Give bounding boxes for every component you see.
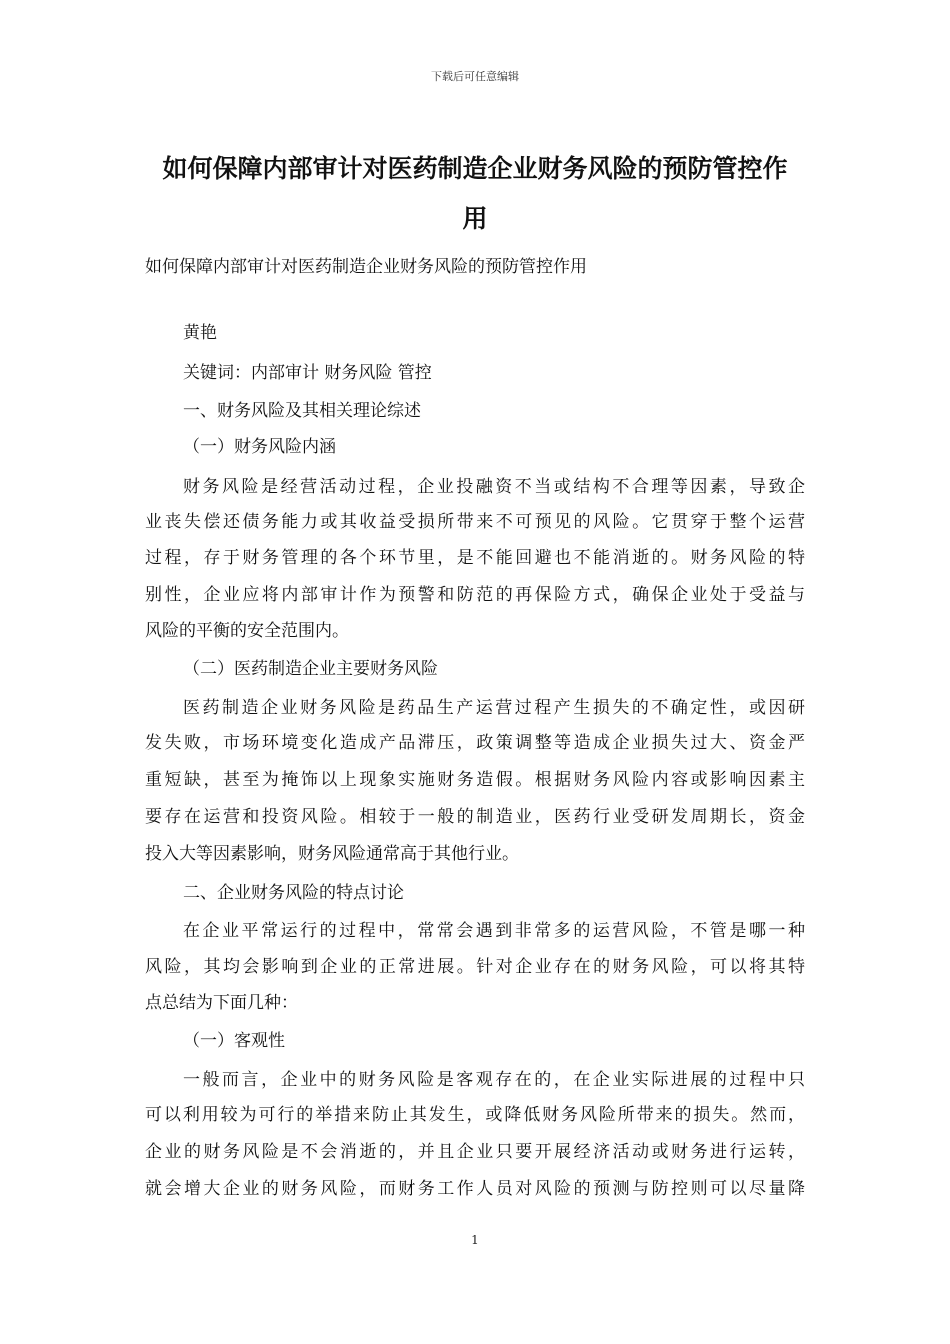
paragraph-line: 点总结为下面几种： xyxy=(145,993,298,1013)
page-number: 1 xyxy=(471,1233,479,1247)
paragraph-line: 业丧失偿还债务能力或其收益受损所带来不可预见的风险。它贯穿于整个运营 xyxy=(145,512,805,532)
keywords-line: 关键词：内部审计 财务风险 管控 xyxy=(183,363,432,383)
document-subtitle: 如何保障内部审计对医药制造企业财务风险的预防管控作用 xyxy=(145,257,587,277)
author-name: 黄艳 xyxy=(183,323,217,343)
paragraph-line: 发失败，市场环境变化造成产品滞压，政策调整等造成企业损失过大、资金严 xyxy=(145,733,805,753)
paragraph-line: 就会增大企业的财务风险，而财务工作人员对风险的预测与防控则可以尽量降 xyxy=(145,1179,805,1199)
paragraph-line: 要存在运营和投资风险。相较于一般的制造业，医药行业受研发周期长，资金 xyxy=(145,807,805,827)
paragraph-line: 风险的平衡的安全范围内。 xyxy=(145,621,349,641)
paragraph-line: 别性，企业应将内部审计作为预警和防范的再保险方式，确保企业处于受益与 xyxy=(145,585,805,605)
paragraph-line: 一般而言，企业中的财务风险是客观存在的，在企业实际进展的过程中只 xyxy=(183,1070,805,1090)
paragraph-line: 风险，其均会影响到企业的正常进展。针对企业存在的财务风险，可以将其特 xyxy=(145,957,805,977)
paragraph-line: 企业的财务风险是不会消逝的，并且企业只要开展经济活动或财务进行运转， xyxy=(145,1142,805,1162)
paragraph-line: 重短缺，甚至为掩饰以上现象实施财务造假。根据财务风险内容或影响因素主 xyxy=(145,770,805,790)
subsection-heading-1-1: （一）财务风险内涵 xyxy=(183,437,336,457)
paragraph-line: 投入大等因素影响，财务风险通常高于其他行业。 xyxy=(145,844,519,864)
section-heading-2: 二、企业财务风险的特点讨论 xyxy=(183,883,404,903)
document-title-line-1: 如何保障内部审计对医药制造企业财务风险的预防管控作 xyxy=(162,154,788,183)
paragraph-line: 财务风险是经营活动过程，企业投融资不当或结构不合理等因素，导致企 xyxy=(183,477,805,497)
subsection-heading-2-1: （一）客观性 xyxy=(183,1031,285,1051)
paragraph-line: 可以利用较为可行的举措来防止其发生，或降低财务风险所带来的损失。然而， xyxy=(145,1105,805,1125)
document-title-line-2: 用 xyxy=(462,204,488,233)
page-header-note: 下载后可任意编辑 xyxy=(431,70,519,83)
subsection-heading-1-2: （二）医药制造企业主要财务风险 xyxy=(183,659,438,679)
paragraph-line: 过程，存于财务管理的各个环节里，是不能回避也不能消逝的。财务风险的特 xyxy=(145,548,805,568)
section-heading-1: 一、财务风险及其相关理论综述 xyxy=(183,401,421,421)
paragraph-line: 在企业平常运行的过程中，常常会遇到非常多的运营风险，不管是哪一种 xyxy=(183,921,805,941)
paragraph-line: 医药制造企业财务风险是药品生产运营过程产生损失的不确定性，或因研 xyxy=(183,698,805,718)
